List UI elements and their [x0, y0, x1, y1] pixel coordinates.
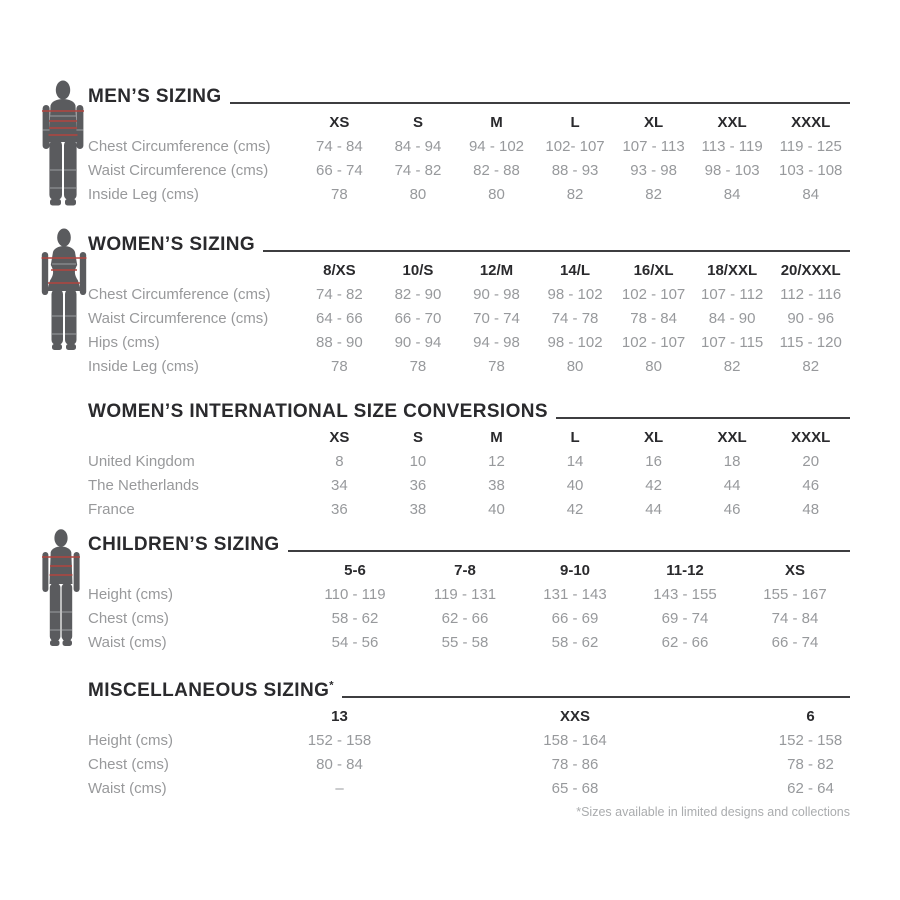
row-label: Chest (cms)	[88, 609, 169, 627]
row-label: Inside Leg (cms)	[88, 357, 199, 375]
size-value-cell: 84	[723, 185, 741, 203]
section-title-row	[88, 674, 850, 700]
column-header: 14/L	[560, 261, 591, 279]
corner-cell	[88, 258, 300, 282]
column-header: XXXL	[791, 428, 831, 446]
male-figure-icon	[40, 80, 88, 211]
size-value-cell: 107 - 113	[622, 137, 685, 155]
size-value-cell: 152 - 158	[778, 731, 843, 749]
size-value-cell: 36	[409, 476, 427, 494]
section-mens-sizing	[40, 80, 850, 211]
size-value-cell: 94 - 98	[473, 333, 520, 351]
section-title: CHILDREN’S SIZING	[88, 534, 280, 555]
miscellaneous-sizing-table	[88, 704, 850, 800]
size-value-cell: 8	[335, 452, 344, 470]
size-value-cell: 98 - 103	[704, 161, 760, 179]
size-value-cell: 74 - 84	[316, 137, 363, 155]
size-value-cell: 88 - 90	[316, 333, 363, 351]
size-value-cell: 10	[409, 452, 427, 470]
column-header: XL	[644, 428, 664, 446]
size-value-cell: 65 - 68	[551, 779, 599, 797]
womens-sizing-table	[88, 258, 850, 378]
size-value-cell: 74 - 82	[316, 285, 363, 303]
column-header: 6	[806, 707, 815, 725]
row-label: Chest (cms)	[88, 755, 169, 773]
size-value-cell: 155 - 167	[763, 585, 827, 603]
section-title: WOMEN’S SIZING	[88, 234, 256, 255]
size-value-cell: 78	[331, 357, 348, 375]
column-header: S	[412, 428, 423, 446]
section-title-row	[88, 228, 850, 254]
size-value-cell: 78	[331, 185, 348, 203]
size-value-cell: 48	[802, 500, 820, 518]
size-value-cell: 102 - 107	[621, 285, 686, 303]
corner-cell	[88, 110, 300, 134]
row-label: Height (cms)	[88, 731, 174, 749]
row-label: Chest Circumference (cms)	[88, 285, 271, 303]
empty-gutter	[40, 674, 88, 800]
size-value-cell: 69 - 74	[661, 609, 709, 627]
female-figure-icon	[40, 228, 88, 378]
size-value-cell: 18	[723, 452, 741, 470]
size-value-cell: 158 - 164	[543, 731, 607, 749]
row-label: Waist (cms)	[88, 633, 167, 651]
corner-cell	[88, 425, 300, 449]
row-label: France	[88, 500, 135, 518]
corner-cell	[88, 558, 300, 582]
empty-gutter	[40, 395, 88, 521]
column-header: XS	[329, 428, 350, 446]
size-value-cell: 36	[331, 500, 348, 518]
size-value-cell: 112 - 116	[780, 285, 842, 303]
column-header: 5-6	[344, 561, 366, 579]
size-value-cell: 70 - 74	[473, 309, 520, 327]
size-value-cell: 119 - 131	[433, 585, 497, 603]
size-value-cell: 93 - 98	[630, 161, 677, 179]
column-header: 9-10	[559, 561, 591, 579]
size-value-cell: 66 - 69	[551, 609, 599, 627]
size-value-cell: 107 - 115	[700, 333, 764, 351]
size-value-cell: 119 - 125	[779, 137, 842, 155]
size-value-cell: 62 - 66	[661, 633, 709, 651]
column-header: XS	[329, 113, 350, 131]
column-header: M	[490, 428, 503, 446]
title-rule	[556, 417, 850, 419]
size-value-cell: 62 - 66	[441, 609, 489, 627]
size-value-cell: 80 - 84	[316, 755, 363, 773]
size-value-cell: 34	[331, 476, 348, 494]
size-value-cell: 66 - 70	[394, 309, 442, 327]
size-value-cell: 94 - 102	[468, 137, 525, 155]
column-header: 13	[331, 707, 348, 725]
column-header: XXS	[559, 707, 590, 725]
size-value-cell: 82	[802, 357, 820, 375]
row-label: Chest Circumference (cms)	[88, 137, 271, 155]
size-value-cell: 98 - 102	[547, 333, 603, 351]
size-value-cell: 16	[645, 452, 662, 470]
section-womens-international	[40, 395, 850, 521]
column-header: 18/XXL	[707, 261, 758, 279]
title-rule	[230, 102, 850, 104]
size-value-cell: 90 - 94	[394, 333, 442, 351]
section-title-row	[88, 395, 850, 421]
size-value-cell: 74 - 82	[394, 161, 442, 179]
size-value-cell: 74 - 78	[551, 309, 599, 327]
section-title: WOMEN’S INTERNATIONAL SIZE CONVERSIONS	[88, 401, 548, 422]
row-label: Waist (cms)	[88, 779, 167, 797]
size-value-cell: 82	[723, 357, 741, 375]
column-header: 12/M	[479, 261, 514, 279]
size-value-cell: 103 - 108	[779, 161, 843, 179]
title-rule	[288, 550, 850, 552]
size-value-cell: 102- 107	[545, 137, 605, 155]
size-value-cell: 84 - 90	[708, 309, 756, 327]
size-value-cell: 66 - 74	[771, 633, 819, 651]
size-value-cell: 40	[566, 476, 584, 494]
size-value-cell: 82	[566, 185, 584, 203]
mens-sizing-table	[88, 110, 850, 206]
row-label: The Netherlands	[88, 476, 199, 494]
size-value-cell: 38	[409, 500, 427, 518]
size-value-cell: 84 - 94	[394, 137, 442, 155]
column-header: 8/XS	[323, 261, 356, 279]
size-value-cell: 152 - 158	[307, 731, 372, 749]
size-value-cell: 102 - 107	[621, 333, 686, 351]
size-value-cell: 143 - 155	[653, 585, 717, 603]
size-value-cell: 78	[409, 357, 427, 375]
size-value-cell: 64 - 66	[316, 309, 363, 327]
size-value-cell: 115 - 120	[779, 333, 842, 351]
size-value-cell: 55 - 58	[441, 633, 489, 651]
size-value-cell: 107 - 112	[700, 285, 764, 303]
size-value-cell: 74 - 84	[771, 609, 819, 627]
size-value-cell: 78	[488, 357, 505, 375]
size-value-cell: 44	[645, 500, 662, 518]
size-value-cell: 66 - 74	[316, 161, 363, 179]
column-header: 20/XXXL	[780, 261, 841, 279]
size-value-cell: 84	[802, 185, 820, 203]
column-header: M	[490, 113, 503, 131]
column-header: XXXL	[791, 113, 831, 131]
size-value-cell: 40	[488, 500, 505, 518]
size-value-cell: 20	[802, 452, 820, 470]
row-label: Height (cms)	[88, 585, 174, 603]
footnote: *Sizes available in limited designs and collections	[576, 805, 850, 819]
section-title-row	[88, 80, 850, 106]
column-header: L	[570, 113, 580, 131]
column-header: 7-8	[454, 561, 476, 579]
section-title-row	[88, 528, 850, 554]
title-asterisk: *	[329, 679, 334, 692]
childrens-sizing-table	[88, 558, 850, 654]
size-value-cell: 80	[488, 185, 505, 203]
section-title: MEN’S SIZING	[88, 86, 222, 107]
row-label: Waist Circumference (cms)	[88, 309, 269, 327]
size-value-cell: 80	[645, 357, 662, 375]
size-value-cell: 90 - 98	[473, 285, 520, 303]
column-header: XXL	[717, 428, 747, 446]
size-value-cell: 58 - 62	[551, 633, 599, 651]
column-header: L	[570, 428, 580, 446]
column-header: XL	[644, 113, 664, 131]
size-value-cell: 82 - 88	[473, 161, 520, 179]
column-header: XXL	[717, 113, 747, 131]
size-value-cell: 42	[645, 476, 662, 494]
size-value-cell: 82	[645, 185, 662, 203]
section-miscellaneous-sizing	[40, 674, 850, 800]
column-header: 10/S	[402, 261, 434, 279]
size-value-cell: 90 - 96	[787, 309, 835, 327]
column-header: XS	[784, 561, 805, 579]
row-label: United Kingdom	[88, 452, 195, 470]
size-value-cell: 110 - 119	[324, 585, 386, 603]
row-label: Waist Circumference (cms)	[88, 161, 269, 179]
size-value-cell: 78 - 84	[630, 309, 677, 327]
womens-international-table	[88, 425, 850, 521]
section-title	[88, 681, 334, 700]
section-childrens-sizing	[40, 528, 850, 655]
size-value-cell: 88 - 93	[551, 161, 599, 179]
size-value-cell: 12	[488, 452, 505, 470]
child-figure-icon	[40, 528, 88, 655]
size-value-cell: 46	[802, 476, 820, 494]
size-value-cell: –	[335, 779, 344, 797]
size-value-cell: 14	[566, 452, 584, 470]
size-value-cell: 46	[723, 500, 741, 518]
row-label: Inside Leg (cms)	[88, 185, 199, 203]
section-womens-sizing	[40, 228, 850, 378]
size-value-cell: 131 - 143	[543, 585, 607, 603]
size-value-cell: 80	[566, 357, 584, 375]
section-title-text: MISCELLANEOUS SIZING	[88, 680, 330, 701]
title-rule	[263, 250, 850, 252]
size-value-cell: 38	[488, 476, 505, 494]
size-value-cell: 98 - 102	[547, 285, 603, 303]
column-header: 11-12	[666, 561, 704, 579]
size-value-cell: 42	[566, 500, 584, 518]
corner-cell	[88, 704, 300, 728]
column-header: S	[412, 113, 423, 131]
size-value-cell: 58 - 62	[331, 609, 379, 627]
size-value-cell: 44	[723, 476, 741, 494]
size-value-cell: 78 - 86	[551, 755, 599, 773]
size-value-cell: 62 - 64	[787, 779, 834, 797]
column-header: 16/XL	[633, 261, 674, 279]
size-value-cell: 113 - 119	[701, 137, 763, 155]
size-value-cell: 80	[409, 185, 427, 203]
row-label: Hips (cms)	[88, 333, 160, 351]
title-rule	[342, 696, 850, 698]
size-value-cell: 54 - 56	[331, 633, 379, 651]
size-value-cell: 82 - 90	[394, 285, 442, 303]
size-value-cell: 78 - 82	[787, 755, 834, 773]
